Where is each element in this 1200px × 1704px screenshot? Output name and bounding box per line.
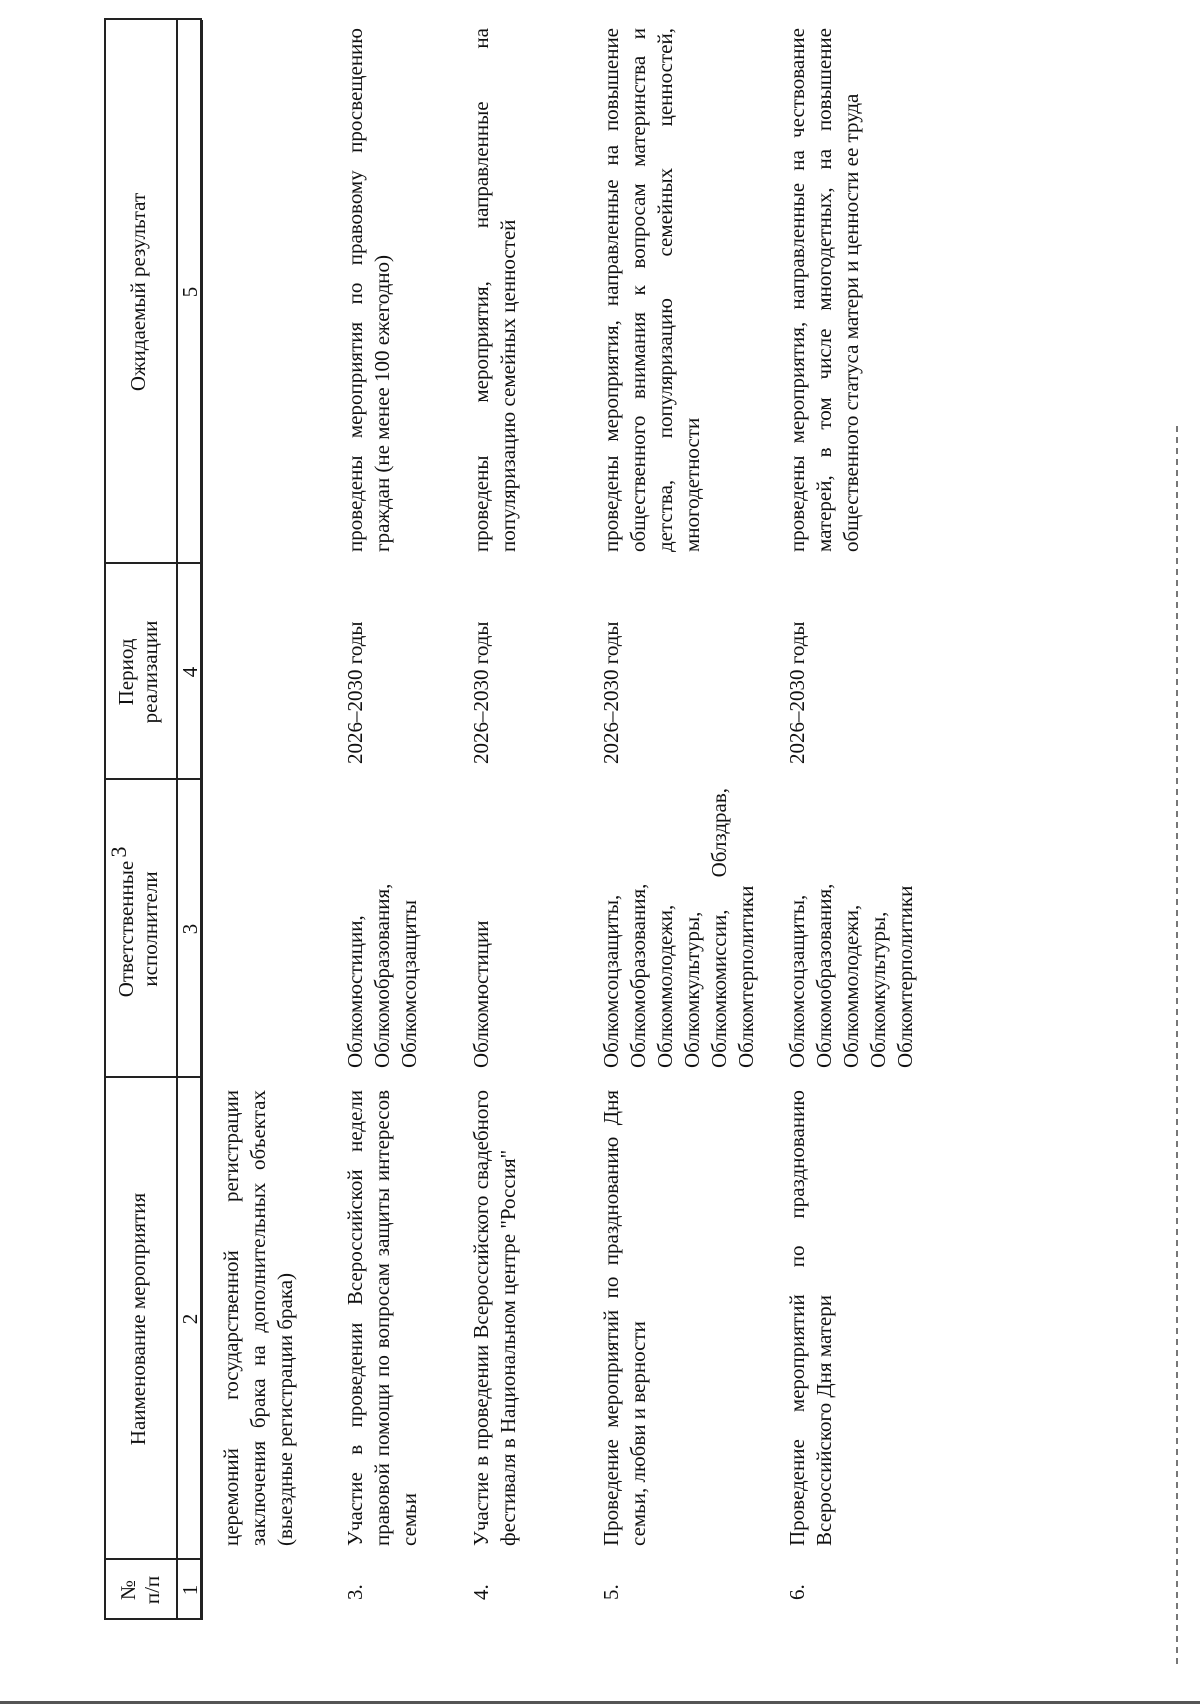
header-index-4: 4: [178, 666, 202, 678]
row-5-period: 2026–2030 годы: [599, 621, 623, 764]
row-6-responsible: Облкомсоцзащиты, Облкомобразования, Облкоммолодежи, Облкомкультуры, Облкомтерполитики: [785, 883, 917, 1068]
row-3-result: проведены мероприятия по правовому просвещению граждан (не менее 100 ежегодно): [343, 28, 394, 552]
row-4-period: 2026–2030 годы: [469, 621, 493, 764]
row-6-name: Проведение мероприятий по празднованию Всероссийского Дня матери: [785, 1090, 836, 1546]
header-index-1: 1: [178, 1584, 202, 1596]
row-4-name: Участие в проведении Всероссийского свадебного фестиваля в Национальном центре "Россия": [469, 1090, 520, 1546]
header-number: № п/п: [116, 1575, 164, 1605]
row-5-result: проведены мероприятия, направленные на повышение общественного внимания к вопросам материнства и детства, популяризацию семейных ценностей, многодетности: [599, 28, 704, 552]
row-3-period: 2026–2030 годы: [343, 621, 367, 764]
header-index-3: 3: [178, 923, 202, 935]
scan-noise: [1176, 424, 1178, 1664]
row-6-number: 6.: [785, 1584, 809, 1600]
header-responsible: Ответственные исполнители: [114, 860, 162, 998]
header-index-2: 2: [178, 1313, 202, 1325]
table-top-border: [104, 20, 106, 1620]
row-4-number: 4.: [469, 1584, 493, 1600]
row-3-number: 3.: [343, 1584, 367, 1600]
measures-table: [104, 20, 1004, 1620]
header-result: Ожидаемый результат: [126, 192, 150, 392]
row-5-name: Проведение мероприятий по празднованию Дня семьи, любви и верности: [599, 1090, 650, 1546]
row-5-number: 5.: [599, 1584, 623, 1600]
header-index-5: 5: [178, 286, 202, 298]
row-continuation-name: церемоний государственной регистрации заключения брака на дополнительных объектах (выездные регистрации брака): [219, 1090, 297, 1546]
header-period: Период реализации: [114, 620, 162, 724]
row-4-result: проведены мероприятия, направленные на популяризацию семейных ценностей: [469, 28, 520, 552]
page-number: 3: [106, 846, 131, 858]
row-5-responsible: Облкомсоцзащиты, Облкомобразования, Облкоммолодежи, Облкомкультуры, Облкомкомиcсии, Облздрав, Облкомтерполитики: [599, 788, 758, 1068]
header-name: Наименование мероприятия: [126, 1192, 150, 1446]
row-6-result: проведены мероприятия, направленные на чествование матерей, в том числе многодетных, на повышение общественного статуса матери и ценности ее труда: [785, 28, 863, 552]
row-3-responsible: Облкомюстиции, Облкомобразования, Облкомсоцзащиты: [343, 883, 421, 1068]
row-4-responsible: Облкомюстиции: [469, 920, 493, 1068]
row-6-period: 2026–2030 годы: [785, 621, 809, 764]
row-3-name: Участие в проведении Всероссийской недели правовой помощи по вопросам защиты интересов семьи: [343, 1090, 421, 1546]
